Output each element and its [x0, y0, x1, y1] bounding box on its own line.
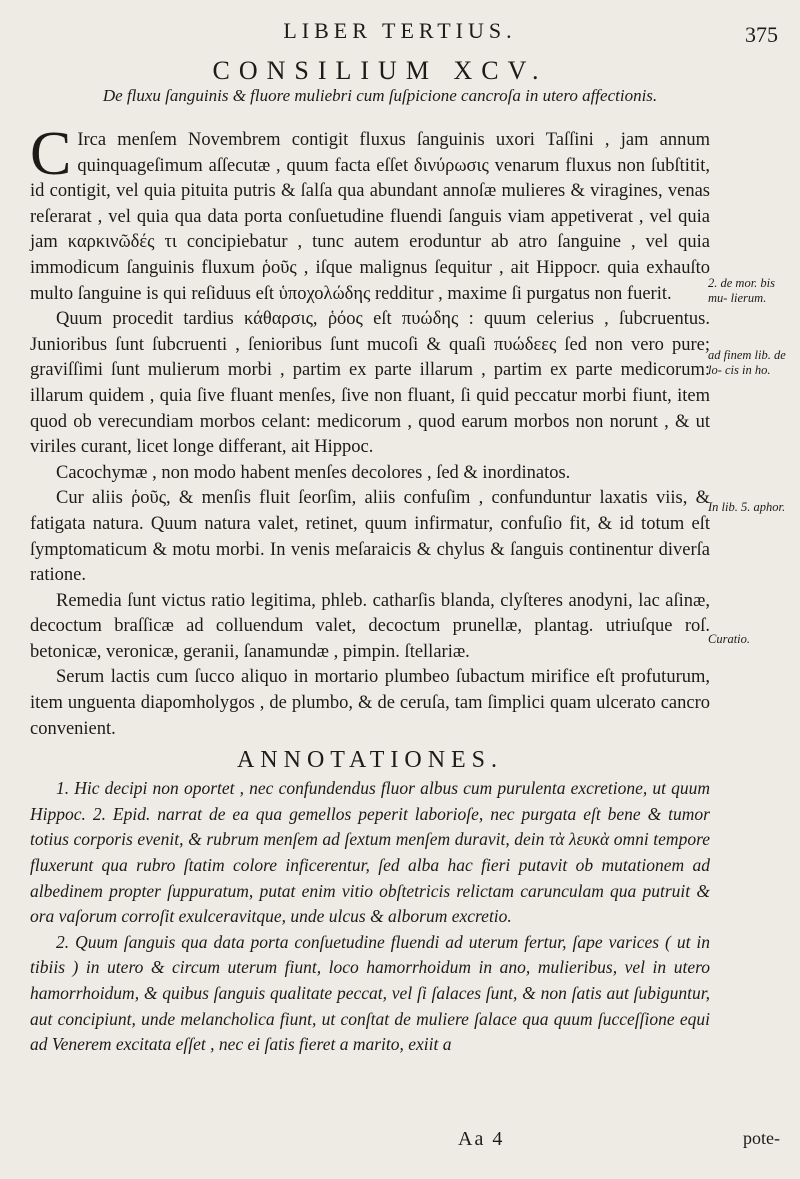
signature-mark: Aa 4	[458, 1128, 505, 1150]
paragraph-4: Cur aliis ῥοῦς, & menſis fluit ſeorſim, aliis confuſim , confunduntur laxatis viis, & fatigata natura. Quum natura valet, retinet, quum infirmatur, confuſio fit, & id totum eſt ſymptomaticum & motu morbi. In venis meſaraicis & chylus & ſanguis continentur diverſa ratione.	[30, 488, 710, 586]
margin-note-2: ad finem lib. de lo- cis in ho.	[708, 348, 786, 377]
running-head: LIBER TERTIUS.	[283, 18, 517, 43]
annotationes-title: ANNOTATIONES.	[236, 747, 504, 774]
page-number: 375	[745, 22, 778, 47]
consilium-subtitle: De fluxu ſanguinis & fluore muliebri cum ſuſpicione cancroſa in utero affectionis.	[102, 86, 658, 105]
annotation-1: 1. Hic decipi non oportet , nec confundendus fluor albus cum purulenta excretione, ut quum Hippoc. 2. Epid. narrat de ea qua gemellos peperit laborioſe, nec purgata eſt bene & tumor totius corporis evenit, & rubrum menſem ad ſextum menſem duravit, dein τὰ λευκὰ omni tempore fluxerunt qua rubro ſtatim colore inficerentur, ſed alba hac fieri putavit ob mutationem ad albedinem propter ſuppuratum, putat enim vitio obſtetricis relictam carunculam qua putruit & ora vaſorum corroſit exulceravitque, unde ulcus & alborum excretio.	[30, 778, 710, 927]
annotation-2: 2. Quum ſanguis qua data porta conſuetudine fluendi ad uterum fertur, ſape varices ( ut in tibiis ) in utero & circum uterum fiunt, loco hamorrhoidum in ano, mulieribus, vel in utero hamorrhoidum, & quibus ſanguis qualitate peccat, vel ſi ſalaces ſunt, & non ſatis aut ſubiguntur, aut concipiunt, unde melancholica fiunt, ut conſtat de muliere ſalace qua quum ſucceſſione equi ad Venerem excitata eſſet , nec ei ſatis fieret a marito, exiit a	[30, 931, 710, 1055]
consilium-title: CONSILIUM XCV.	[212, 56, 548, 85]
margin-note-1: 2. de mor. bis mu- lierum.	[708, 276, 776, 305]
paragraph-6: Serum lactis cum ſucco aliquo in mortario plumbeo ſubactum mirifice eſt profuturum, item unguenta diapomholygos , de plumbo, & de ceruſa, tam ſimplici quam ulcerato cancro convenient.	[30, 667, 710, 739]
paragraph-5: Remedia ſunt victus ratio legitima, phleb. catharſis blanda, clyſteres anodyni, lac aſinæ, decoctum braſſicæ ad colluendum valet, decoctum prunellæ, plantag. utriuſque roſ. betonicæ, veronicæ, geranii, ſanamundæ , pimpin. ſtellariæ.	[30, 590, 710, 662]
paragraph-text: Irca menſem Novembrem contigit fluxus ſanguinis uxori Taſſini , jam annum quinquageſimum aſſecutæ , quum facta eſſet δινύρωσις venarum fluxus non ſubſtitit, id contigit, vel quia pituita putris & ſalſa qua abundant annoſæ mulieres & viragines, venas reſerarat , vel quia qua data porta conſuetudine fluendi ſanguis viam appetiverat , vel quia jam καρκινῶδές τι concipiebatur , tunc autem eroduntur ab atro ſanguine , vel quia immodicum ſanguinis fluxum ῥοῦς , iſque malignus ſequitur , ait Hippocr. quia exhauſto multo ſanguine is qui reſiduus eſt ὑποχολώδης redditur , maxime ſi purgatus non fuerit.	[30, 130, 710, 304]
paragraph-1	[30, 120, 710, 307]
catchword: pote-	[743, 1128, 780, 1148]
paragraph-3: Cacochymæ , non modo habent menſes decolores , ſed & inordinatos.	[56, 462, 571, 483]
paragraph-2: Quum procedit tardius κάθαρσις, ῥόος eſt πυώδης : quum celerius , ſubcruentus. Junioribus ſunt ſubcruenti , ſenioribus ſunt mucoſi & quaſi πυώδεες ſed non vero pure; graviſſimi ſunt mulierum morbi , partim ex parte illarum , partim ex parte medicorum: illarum quidem , quia ſive fluant menſes, ſive non fluant, ſi quid peccatur morbi fiunt, item quod ob verecundiam morbos celant: medicorum , quod earum morbos non norunt , & ut viriles curant, licet longe differant, ait Hippoc.	[30, 309, 710, 458]
margin-note-4: Curatio.	[708, 632, 751, 646]
drop-cap: C	[30, 120, 72, 188]
margin-note-3: In lib. 5. aphor.	[708, 500, 786, 514]
main-text	[30, 120, 710, 1058]
